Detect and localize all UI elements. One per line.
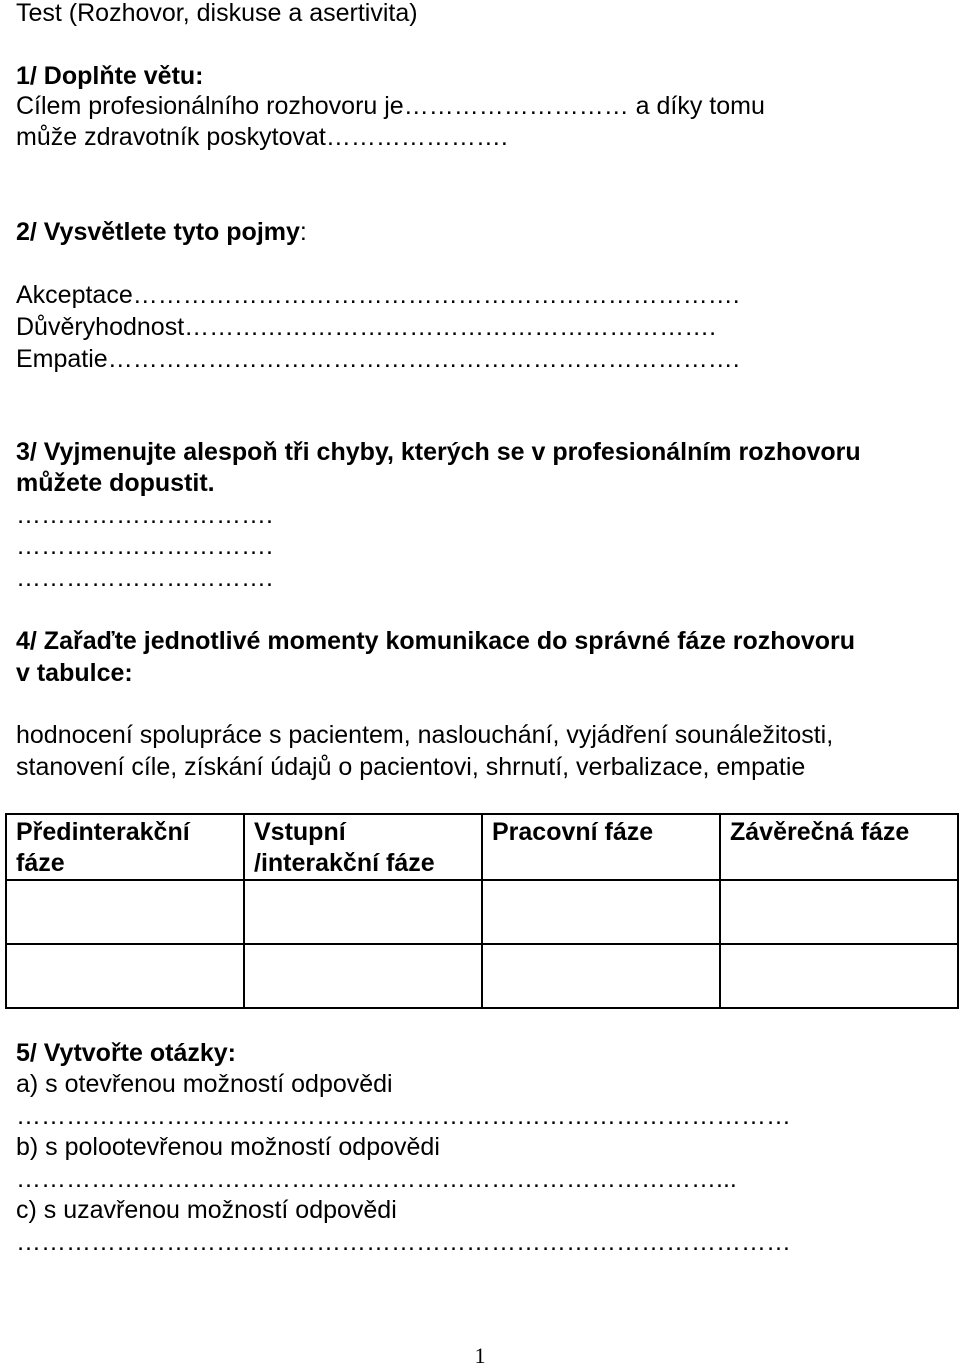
term-akceptace: Akceptace……………………………………………………………….	[16, 281, 740, 309]
answer-cell[interactable]	[482, 880, 720, 944]
moments-list-line-2: stanovení cíle, získání údajů o pacientovi, shrnutí, verbalizace, empatie	[16, 753, 806, 781]
answer-blank-line: …………………………………………………………………………………	[16, 1102, 791, 1130]
answer-cell[interactable]	[244, 880, 482, 944]
question-4-line-2: v tabulce:	[16, 659, 133, 687]
answer-cell[interactable]	[6, 944, 244, 1008]
answer-cell[interactable]	[482, 944, 720, 1008]
answer-blank-line: …………………………………………………………………………………	[16, 1228, 791, 1256]
answer-cell[interactable]	[244, 944, 482, 1008]
term-duveryhodnost: Důvěryhodnost……………………………………………………….	[16, 313, 717, 341]
header-cell-line: Vstupní	[254, 818, 346, 846]
header-working-phase	[482, 814, 720, 880]
answer-blank-line: ………………………….	[16, 532, 273, 560]
header-cell-line: /interakční fáze	[254, 849, 435, 877]
question-5-heading: 5/ Vytvořte otázky:	[16, 1039, 236, 1067]
phases-table	[5, 813, 959, 1009]
header-pre-interaction-phase	[6, 814, 244, 880]
header-cell-line: Předinterakční	[16, 818, 190, 846]
answer-blank-line: ………………………….	[16, 501, 273, 529]
moments-list-line-1: hodnocení spolupráce s pacientem, naslouchání, vyjádření sounáležitosti,	[16, 721, 834, 749]
header-cell-line: Pracovní fáze	[492, 818, 654, 846]
answer-cell[interactable]	[6, 880, 244, 944]
question-1-line-2: může zdravotník poskytovat………………….	[16, 123, 508, 151]
question-4-line-1: 4/ Zařaďte jednotlivé momenty komunikace do správné fáze rozhovoru	[16, 627, 856, 655]
question-2-heading-colon: :	[299, 218, 307, 246]
question-5a-label: a) s otevřenou možností odpovědi	[16, 1070, 393, 1098]
answer-blank-line: ………………………….	[16, 564, 273, 592]
header-cell-line: fáze	[16, 849, 65, 877]
question-1-line-1: Cílem profesionálního rozhovoru je……………………… a díky tomu	[16, 92, 765, 120]
question-3-line-2: můžete dopustit.	[16, 469, 215, 497]
question-2-heading	[16, 217, 307, 247]
header-final-phase	[720, 814, 958, 880]
header-entry-phase	[244, 814, 482, 880]
answer-cell[interactable]	[720, 880, 958, 944]
question-1-heading: 1/ Doplňte větu:	[16, 62, 204, 90]
question-5b-label: b) s polootevřenou možností odpovědi	[16, 1133, 440, 1161]
test-title: Test (Rozhovor, diskuse a asertivita)	[16, 0, 418, 27]
page-number: 1	[474, 1343, 486, 1368]
table-header-row	[6, 814, 958, 880]
term-empatie: Empatie………………………………………………………………….	[16, 345, 740, 373]
table-row	[6, 944, 958, 1008]
header-cell-line: Závěrečná fáze	[730, 818, 910, 846]
answer-cell[interactable]	[720, 944, 958, 1008]
table-row	[6, 880, 958, 944]
answer-blank-line: …………………………………………………………………………...	[16, 1165, 737, 1193]
question-5c-label: c) s uzavřenou možností odpovědi	[16, 1196, 397, 1224]
question-2-heading-text: 2/ Vysvětlete tyto pojmy	[16, 218, 300, 246]
question-3-line-1: 3/ Vyjmenujte alespoň tři chyby, kterých se v profesionálním rozhovoru	[16, 438, 861, 466]
